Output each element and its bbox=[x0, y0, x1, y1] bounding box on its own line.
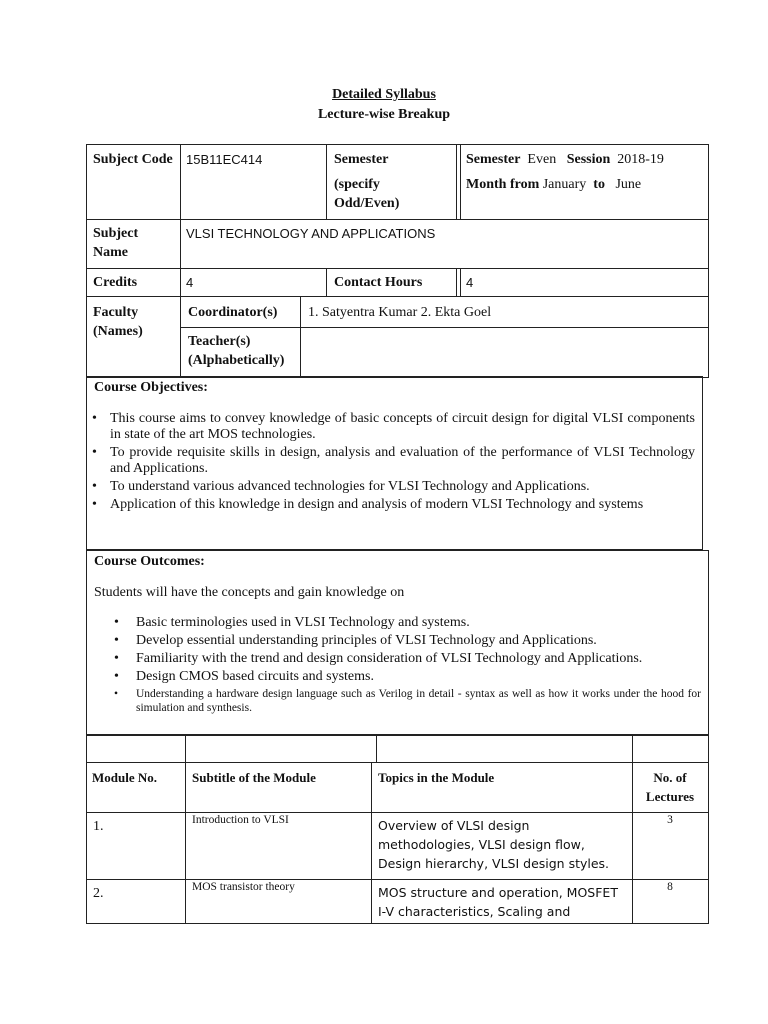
semester2-label: Semester bbox=[466, 152, 521, 167]
module-row-lectures: 3 bbox=[667, 814, 673, 826]
outcome-item: • Understanding a hardware design language such as Verilog in detail - syntax as well as how it works under the hood for simulation and synthesis. bbox=[90, 687, 701, 715]
outcome-item: • Basic terminologies used in VLSI Technology and systems. bbox=[90, 615, 701, 631]
outcome-item: • Design CMOS based circuits and systems. bbox=[90, 669, 701, 685]
coordinator-label: Coordinator(s) bbox=[188, 305, 278, 320]
credits-value: 4 bbox=[186, 275, 194, 290]
teachers-label: Teacher(s) (Alphabetically) bbox=[188, 334, 285, 368]
module-row-no: 2. bbox=[93, 886, 104, 901]
module-row-no: 1. bbox=[93, 819, 104, 834]
contact-hours-label: Contact Hours bbox=[334, 275, 423, 290]
semester-hint: (specify Odd/Even) bbox=[334, 177, 400, 211]
page-title: Detailed Syllabus bbox=[332, 87, 436, 102]
module-row-subtitle: Introduction to VLSI bbox=[192, 814, 289, 826]
outcome-item: • Familiarity with the trend and design consideration of VLSI Technology and Applications. bbox=[90, 651, 701, 667]
subject-name-label: Subject Name bbox=[93, 226, 139, 260]
month-to-label: to bbox=[593, 177, 605, 192]
semester-label: Semester bbox=[334, 152, 389, 167]
session-label: Session bbox=[566, 152, 611, 167]
month-from-label: Month from bbox=[466, 177, 540, 192]
objectives-list bbox=[90, 411, 695, 515]
outcomes-intro: Students will have the concepts and gain knowledge on bbox=[94, 585, 405, 600]
session-value: 2018-19 bbox=[617, 152, 664, 167]
col-lectures: No. of Lectures bbox=[645, 770, 695, 804]
credits-label: Credits bbox=[93, 275, 138, 290]
month-range bbox=[466, 175, 706, 194]
objective-item: • This course aims to convey knowledge of basic concepts of circuit design for digital VLSI components in state of the art MOS technologies. bbox=[90, 411, 695, 443]
objective-item: • To understand various advanced technologies for VLSI Technology and Applications. bbox=[90, 479, 695, 495]
page-subtitle: Lecture-wise Breakup bbox=[317, 107, 451, 122]
objective-item: • To provide requisite skills in design, analysis and evaluation of the performance of VLSI Technology and Applications. bbox=[90, 445, 695, 477]
module-row-topics: Overview of VLSI design methodologies, VLSI design flow, Design hierarchy, VLSI design styles. bbox=[378, 818, 610, 871]
module-row-subtitle: MOS transistor theory bbox=[192, 881, 295, 893]
month-to: June bbox=[615, 177, 642, 192]
subject-name-value: VLSI TECHNOLOGY AND APPLICATIONS bbox=[186, 226, 436, 241]
coordinator-names: 1. Satyentra Kumar 2. Ekta Goel bbox=[308, 305, 492, 320]
outcomes-heading: Course Outcomes: bbox=[94, 554, 205, 569]
contact-hours-value: 4 bbox=[466, 275, 474, 290]
semester-value: Even bbox=[527, 152, 557, 167]
module-row-lectures: 8 bbox=[667, 881, 673, 893]
objectives-heading: Course Objectives: bbox=[94, 380, 208, 395]
module-row-topics: MOS structure and operation, MOSFET I-V characteristics, Scaling and bbox=[378, 885, 618, 919]
subject-code-label: Subject Code bbox=[93, 152, 173, 167]
col-topics: Topics in the Module bbox=[378, 770, 495, 785]
col-subtitle: Subtitle of the Module bbox=[192, 770, 316, 785]
objective-item: • Application of this knowledge in design and analysis of modern VLSI Technology and systems bbox=[90, 497, 695, 513]
subject-code-value: 15B11EC414 bbox=[186, 152, 263, 167]
outcome-item: • Develop essential understanding principles of VLSI Technology and Applications. bbox=[90, 633, 701, 649]
col-module-no: Module No. bbox=[92, 770, 157, 785]
semester-session bbox=[466, 150, 706, 169]
month-from: January bbox=[542, 177, 587, 192]
faculty-label: Faculty (Names) bbox=[93, 305, 143, 339]
outcomes-list bbox=[90, 615, 701, 717]
